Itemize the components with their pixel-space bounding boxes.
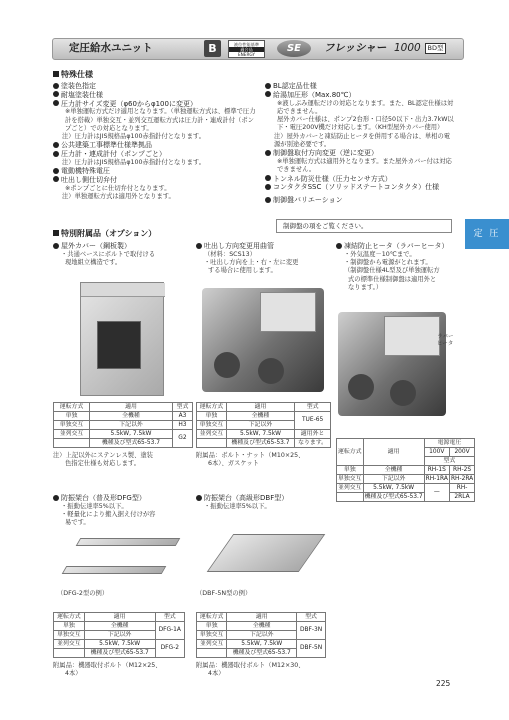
spec-note: 注）屋外カバーと凍結防止ヒータを併用する場合は、単相の電源が別途必要です。 bbox=[274, 132, 451, 148]
table-cell: 下記以外 bbox=[84, 631, 155, 640]
accessory-note: ・振動伝達率5%以下。 bbox=[61, 502, 128, 510]
special-spec-left bbox=[53, 82, 258, 201]
pump-motor-1 bbox=[214, 352, 240, 378]
table-cell: なります。 bbox=[295, 439, 331, 448]
table-cell: 2RLA bbox=[449, 493, 474, 502]
accessory-note: 式の標準仕様制御盤は適用外と bbox=[348, 275, 437, 283]
table-cell: 全機種 bbox=[227, 622, 297, 631]
brand-name: フレッシャー bbox=[324, 42, 387, 54]
accessory-note: 現地組立構造です。 bbox=[65, 259, 122, 267]
dfg-base-table bbox=[53, 612, 185, 658]
accessory-title: 吐出し方向変更用曲管 bbox=[196, 242, 336, 251]
pump-motor-2 bbox=[258, 358, 284, 384]
accessory-note: なります。） bbox=[348, 283, 383, 291]
table-cell: 機種及び型式65-53.7 bbox=[226, 439, 294, 448]
table-cell: 並列交互 bbox=[197, 430, 227, 439]
outdoor-cover-footer bbox=[53, 452, 193, 469]
table-cell: 単独 bbox=[54, 622, 85, 631]
base-rail-2 bbox=[62, 566, 167, 574]
table-cell: 単独 bbox=[197, 622, 227, 631]
accessory-title: 屋外カバー（鋼板製） bbox=[53, 242, 193, 251]
table-cell: DBF-5N bbox=[297, 640, 326, 658]
spec-item: トンネル防災仕様（圧力センサ方式） bbox=[265, 175, 455, 184]
table-cell: 単独 bbox=[197, 412, 227, 421]
spec-item: BL認定品仕様 bbox=[265, 82, 455, 91]
table-header: 型式 bbox=[297, 613, 326, 622]
table-cell: — bbox=[424, 484, 449, 502]
outdoor-cover-photo bbox=[80, 282, 164, 396]
dbf-base-caption: （DBF-5N型の例） bbox=[196, 590, 252, 597]
table-header: 電源電圧 bbox=[424, 439, 475, 448]
spec-note: 屋外カバー仕様は、ポンプ2台形・口径50以下・出力3.7kW以下・電圧200V機だけ対応します。（KH型屋外カバー使用） bbox=[277, 116, 454, 132]
accessory-note: ・制御盤から電源がとれます。 bbox=[344, 259, 432, 267]
table-cell: 5.5kW, 7.5kW bbox=[84, 640, 155, 649]
pump-motor-1 bbox=[348, 374, 374, 400]
unit-control-box bbox=[384, 316, 440, 356]
energy-badge-line3: ENERGY bbox=[238, 52, 255, 58]
table-cell: DFG-1A bbox=[155, 622, 184, 640]
table-cell: 下記以外 bbox=[227, 631, 297, 640]
table-header: 200V bbox=[449, 448, 474, 457]
rubber-heater-photo bbox=[338, 312, 446, 416]
dfg-base-caption: （DFG-2型の例） bbox=[57, 590, 109, 597]
b-badge-icon: B bbox=[204, 40, 221, 57]
table-cell: RH-2S bbox=[449, 466, 474, 475]
accessory-note: （制御盤仕様4L型及び単独運転方 bbox=[344, 267, 440, 275]
table-header: 運転方式 bbox=[197, 403, 227, 412]
table-header: 適用 bbox=[227, 613, 297, 622]
cover-roof bbox=[81, 283, 165, 297]
accessory-note: ・軽量化により搬入据え付けが容 bbox=[61, 511, 156, 519]
table-cell: A3 bbox=[172, 412, 192, 421]
table-header: 適用 bbox=[226, 403, 294, 412]
side-tab: 定 圧 bbox=[465, 219, 509, 249]
accessories-heading: 特別附属品（オプション） bbox=[53, 229, 156, 240]
control-panel-note-box: 制御盤の項をご覧ください。 bbox=[276, 219, 452, 233]
table-header: 型式 bbox=[172, 403, 192, 412]
table-cell: 並列交互 bbox=[197, 640, 227, 649]
table-cell bbox=[337, 493, 364, 502]
table-cell: 機種及び型式65-53.7 bbox=[227, 649, 297, 658]
table-cell: RH-2RA bbox=[450, 475, 474, 482]
accessory-title: 凍結防止ヒータ（ラバーヒータ） bbox=[336, 242, 461, 251]
table-header: 運転方式 bbox=[54, 613, 85, 622]
spec-note: ※ポンプごとに仕切弁付となります。 bbox=[65, 184, 171, 192]
spec-note: 注）単独運転方式は適用外となります。 bbox=[62, 193, 175, 201]
table-cell: 5.5kW, 7.5kW bbox=[90, 430, 173, 439]
base-rail-1 bbox=[76, 538, 181, 546]
accessory-title: 防振架台（高級形DBF型） bbox=[196, 494, 336, 503]
table-cell: 5.5kW, 7.5kW bbox=[226, 430, 294, 439]
table-cell: 単独交互 bbox=[54, 631, 85, 640]
accessory-note: する場合に使用します。 bbox=[208, 267, 277, 275]
model-type-badge: BD型 bbox=[425, 43, 446, 54]
heater-callout-line: ラバー bbox=[437, 334, 454, 340]
table-header: 適用 bbox=[363, 439, 424, 466]
table-cell: 単独交互 bbox=[197, 421, 227, 430]
table-cell: 下記以外 bbox=[226, 421, 294, 430]
spec-item: 制御盤バリエーション bbox=[265, 196, 455, 205]
unit-control-box bbox=[260, 292, 316, 332]
spec-item: 塗装色指定 bbox=[53, 82, 258, 91]
dbf-base-footer bbox=[196, 662, 336, 679]
dbf-base-table bbox=[196, 612, 326, 658]
rubber-heater-table bbox=[336, 438, 475, 502]
table-header: 型式 bbox=[424, 457, 475, 466]
table-cell: 全機種 bbox=[363, 466, 424, 475]
accessory-note: ・振動伝達率5%以下。 bbox=[204, 502, 271, 510]
discharge-elbow-photo bbox=[202, 288, 324, 392]
spec-note: 注）圧力計はJIS規格品φ100赤指針付となります。 bbox=[62, 133, 206, 141]
table-cell: 単独交互 bbox=[197, 631, 227, 640]
dbf-base-photo bbox=[204, 528, 332, 586]
dfg-base-photo bbox=[64, 534, 182, 584]
discharge-elbow-table bbox=[196, 402, 331, 448]
spec-item: 圧力計サイズ変更（φ60からφ100に変更） bbox=[53, 100, 258, 109]
table-cell bbox=[54, 439, 90, 448]
spec-item: 圧力計・連成計付（ポンプごと） bbox=[53, 150, 258, 159]
energy-badge bbox=[228, 40, 265, 58]
table-cell: 5.5kW, 7.5kW bbox=[227, 640, 297, 649]
table-header: 型式 bbox=[155, 613, 184, 622]
table-cell: 並列交互 bbox=[338, 484, 362, 491]
spec-note: 注）圧力計はJIS規格品φ100赤指針付となります。 bbox=[62, 158, 206, 166]
footer-line: 6本）、ガスケット bbox=[208, 460, 259, 468]
table-header: 型式 bbox=[295, 403, 331, 412]
footer-line: 附属品：ボルト・ナット（M10×25、 bbox=[196, 452, 305, 459]
accessory-title: 防振架台（普及形DFG型） bbox=[53, 494, 193, 503]
table-cell bbox=[197, 439, 227, 448]
base-plate bbox=[207, 534, 326, 572]
table-cell: 適用外と bbox=[295, 430, 331, 439]
table-cell bbox=[197, 649, 227, 658]
accessory-note: （材料：SCS13） bbox=[204, 250, 256, 258]
table-cell: 単独 bbox=[337, 466, 364, 475]
pump-motor-2 bbox=[390, 380, 416, 406]
table-cell: RH-1RA bbox=[425, 475, 448, 482]
table-header: 運転方式 bbox=[197, 613, 227, 622]
table-cell: 機種及び型式65-53.7 bbox=[364, 493, 423, 500]
heater-callout-line: ヒータ bbox=[437, 340, 454, 347]
accessory-note: ・共通ベースにボルトで取付ける bbox=[61, 250, 156, 258]
accessory-note: ・外気温度－10℃まで。 bbox=[344, 250, 416, 258]
se-logo-icon: SE bbox=[277, 40, 311, 57]
model-number: 1000 bbox=[394, 42, 421, 54]
spec-item: コンタクタSSC（ソリッドステートコンタクタ）仕様 bbox=[265, 183, 455, 192]
footer-line: 附属品：機器取付ボルト（M12×25、 bbox=[53, 662, 162, 669]
table-cell: TUE-65 bbox=[295, 412, 331, 430]
table-cell: DBF-3N bbox=[297, 622, 326, 640]
spec-item: 吐出し側仕切弁付 bbox=[53, 176, 258, 185]
spec-item: 電動機特殊電圧 bbox=[53, 167, 258, 176]
table-cell: 並列交互 bbox=[54, 430, 90, 439]
accessory-rubber-heater bbox=[336, 242, 461, 292]
table-cell: 単独 bbox=[54, 412, 90, 421]
table-cell: 5.5kW, 7.5kW bbox=[363, 484, 424, 493]
table-cell: 単独交互 bbox=[54, 421, 90, 430]
table-cell: 下記以外 bbox=[90, 421, 173, 430]
table-header: 運転方式 bbox=[54, 403, 90, 412]
page-title: 定圧給水ユニット bbox=[69, 42, 153, 54]
table-header: 適用 bbox=[84, 613, 155, 622]
accessory-dbf-base bbox=[196, 494, 336, 511]
cover-window bbox=[97, 321, 141, 369]
table-header: 100V bbox=[424, 448, 449, 457]
accessory-discharge-elbow bbox=[196, 242, 336, 276]
special-spec-heading: 特殊仕様 bbox=[53, 70, 93, 81]
spec-note: ※液しぶみ運転だけの対応となります。また、BL認定仕様は対応できません。 bbox=[277, 99, 454, 115]
footer-line: 色指定仕様も対応します。 bbox=[65, 460, 141, 468]
spec-item: 公共建築工事標準仕様準拠品 bbox=[53, 141, 258, 150]
table-cell: H3 bbox=[172, 421, 192, 430]
table-cell: 全機種 bbox=[90, 412, 173, 421]
table-header: 適用 bbox=[90, 403, 173, 412]
spec-item: 耐塩塗装仕様 bbox=[53, 91, 258, 100]
table-cell: G2 bbox=[172, 430, 192, 448]
dfg-base-footer bbox=[53, 662, 193, 679]
discharge-elbow-footer bbox=[196, 452, 336, 469]
footer-line: 4本） bbox=[208, 670, 225, 678]
spec-note: ※単独運転方式だけ適用となります。（単独運転方式は、標準で圧力計を搭載）単独交互・並列交互運転方式は圧力計・連成計付（ポンプごと）での対応となります。 bbox=[65, 108, 256, 132]
table-header: 運転方式 bbox=[337, 439, 364, 466]
accessory-outdoor-cover bbox=[53, 242, 193, 267]
outdoor-cover-table bbox=[53, 402, 193, 448]
energy-badge-line2: 適合品 bbox=[229, 47, 264, 52]
energy-badge-line1: 液位性能基準 bbox=[233, 41, 260, 47]
spec-item: 制御盤取付方向変更（逆に変更） bbox=[265, 149, 455, 158]
table-cell: 全機種 bbox=[226, 412, 294, 421]
table-cell: 機種及び型式65-53.7 bbox=[90, 439, 173, 448]
spec-note: ※単独運転方式は適用外となります。また屋外カバー付は対応できません。 bbox=[277, 158, 452, 174]
heater-callout bbox=[437, 334, 454, 347]
page-number: 225 bbox=[436, 679, 451, 688]
table-cell: DFG-2 bbox=[155, 640, 184, 658]
special-spec-right bbox=[265, 82, 455, 205]
table-cell: 全機種 bbox=[84, 622, 155, 631]
footer-line: 4本） bbox=[65, 670, 82, 678]
accessory-note: ・吐出し方向を上・右・左に変更 bbox=[204, 259, 299, 267]
table-cell: 下記以外 bbox=[363, 475, 424, 484]
spec-item: 給湯加圧形（Max.80℃） bbox=[265, 91, 455, 100]
page-header bbox=[52, 38, 464, 60]
accessory-note: 易です。 bbox=[65, 519, 90, 527]
accessory-dfg-base bbox=[53, 494, 193, 528]
table-cell bbox=[54, 649, 85, 658]
footer-line: 附属品：機器取付ボルト（M12×30、 bbox=[196, 662, 305, 669]
table-cell: 並列交互 bbox=[54, 640, 85, 649]
footer-line: 注）上記以外にステンレス製、塗装 bbox=[53, 452, 153, 459]
table-cell: 単独交互 bbox=[338, 475, 362, 482]
table-cell: RH-1S bbox=[424, 466, 449, 475]
table-cell: RH- bbox=[449, 484, 474, 493]
table-cell: 機種及び型式65-53.7 bbox=[84, 649, 155, 658]
